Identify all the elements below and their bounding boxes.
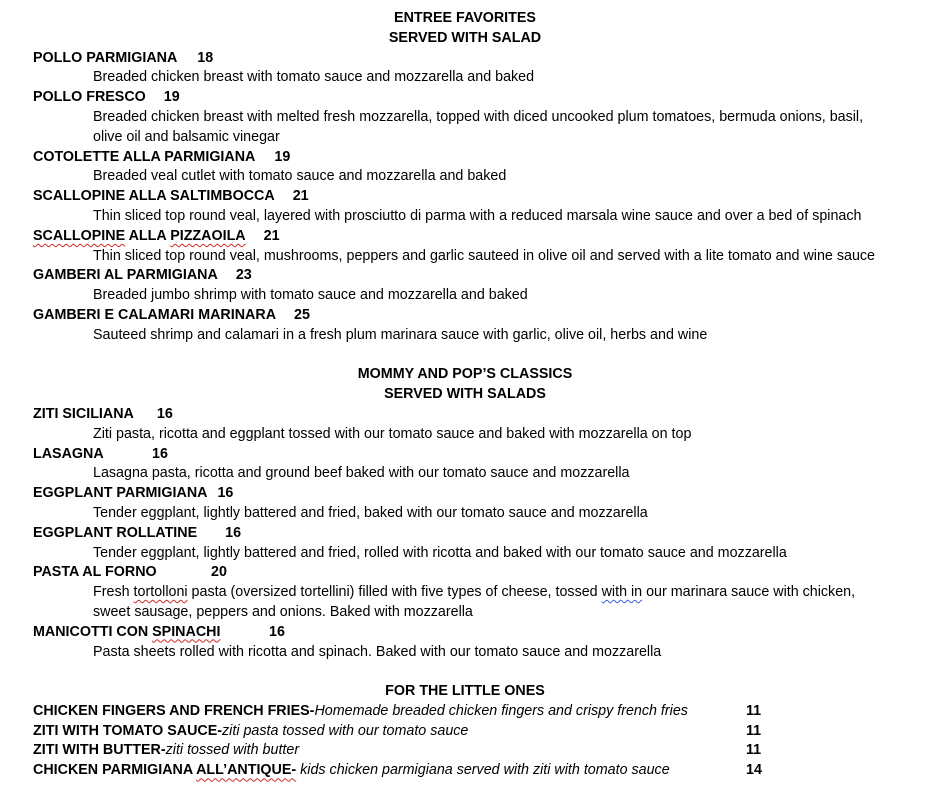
item-name-part: ALLA	[128, 227, 167, 244]
item-name: GAMBERI AL PARMIGIANA	[33, 267, 218, 284]
item-description-cont: sweet sausage, peppers and onions. Baked with mozzarella	[93, 603, 473, 620]
item-price: 16	[156, 405, 173, 422]
menu-item-gamberi-al-parmigiana	[33, 266, 928, 286]
item-name	[33, 623, 269, 643]
item-name: ZITI WITH BUTTER-	[33, 742, 166, 759]
item-price: 19	[274, 148, 291, 165]
menu-item-eggplant-parmigiana	[33, 484, 928, 504]
item-price: 20	[211, 564, 227, 581]
item-name: LASAGNA	[33, 445, 104, 462]
item-description: kids chicken parmigiana served with ziti with tomato sauce	[296, 762, 670, 779]
desc-part: tortolloni	[133, 584, 188, 601]
item-price: 16	[269, 623, 285, 640]
item-description: Ziti pasta, ricotta and eggplant tossed with our tomato sauce and baked with mozzarella on top	[93, 425, 692, 442]
item-description: Tender eggplant, lightly battered and fried, rolled with ricotta and baked with our tomato sauce and mozzarella	[93, 544, 787, 561]
item-description: Pasta sheets rolled with ricotta and spinach. Baked with our tomato sauce and mozzarella	[93, 643, 662, 660]
item-price: 11	[746, 702, 762, 719]
kids-item-chicken-fingers	[33, 702, 928, 722]
section-subheading-entree: SERVED WITH SALAD	[388, 29, 542, 46]
menu-item-cotolette-alla-parmigiana	[33, 148, 928, 168]
item-name: GAMBERI E CALAMARI MARINARA	[33, 306, 277, 323]
menu-page	[33, 9, 928, 781]
item-price: 25	[294, 306, 310, 323]
item-name: ZITI WITH TOMATO SAUCE-	[33, 722, 223, 739]
menu-item-lasagna	[33, 445, 928, 465]
desc-part: our marinara sauce with chicken,	[642, 584, 856, 601]
item-description: Breaded chicken breast with tomato sauce and mozzarella and baked	[93, 69, 535, 86]
item-name-part: CHICKEN PARMIGIANA	[33, 762, 197, 779]
menu-item-gamberi-e-calamari-marinara	[33, 306, 928, 326]
desc-part: pasta (oversized tortellini) filled with five types of cheese, tossed	[187, 584, 602, 601]
item-price: 18	[197, 49, 214, 66]
menu-item-pasta-al-forno	[33, 563, 928, 583]
item-name-part: MANICOTTI CON	[33, 623, 153, 640]
item-price: 14	[746, 762, 762, 779]
item-name: POLLO FRESCO	[33, 89, 146, 106]
item-description: Breaded veal cutlet with tomato sauce and mozzarella and baked	[93, 168, 507, 185]
item-name: EGGPLANT ROLLATINE	[33, 524, 198, 541]
menu-item-ziti-siciliana	[33, 405, 928, 425]
menu-item-eggplant-rollatine	[33, 524, 928, 544]
item-description: Breaded chicken breast with melted fresh mozzarella, topped with diced uncooked plum tomatoes, bermuda onions, basil,	[93, 108, 864, 125]
item-description-cont: olive oil and balsamic vinegar	[93, 128, 280, 145]
item-description: Tender eggplant, lightly battered and fried, baked with our tomato sauce and mozzarella	[93, 504, 648, 521]
item-description	[33, 583, 928, 603]
section-heading-classics: MOMMY AND POP’S CLASSICS	[357, 366, 573, 383]
section-heading-kids: FOR THE LITTLE ONES	[385, 683, 545, 700]
desc-part: Fresh	[93, 584, 134, 601]
item-description: Sauteed shrimp and calamari in a fresh plum marinara sauce with garlic, olive oil, herbs and wine	[93, 326, 708, 343]
item-description: Breaded jumbo shrimp with tomato sauce and mozzarella and baked	[93, 287, 528, 304]
item-name: COTOLETTE ALLA PARMIGIANA	[33, 148, 256, 165]
item-name: PASTA AL FORNO	[33, 564, 157, 581]
item-description: Homemade breaded chicken fingers and crispy french fries	[314, 702, 688, 719]
item-description: Thin sliced top round veal, layered with prosciutto di parma with a reduced marsala wine sauce and over a bed of spinach	[93, 207, 862, 224]
item-price: 23	[235, 267, 252, 284]
item-name: CHICKEN FINGERS AND FRENCH FRIES-	[33, 702, 315, 719]
section-gap	[33, 346, 928, 366]
desc-part: with in	[601, 584, 643, 601]
kids-item-ziti-tomato-sauce	[33, 722, 928, 742]
kids-item-ziti-butter	[33, 741, 928, 761]
item-price: 16	[217, 485, 234, 502]
section-subheading-classics: SERVED WITH SALADS	[384, 386, 546, 403]
menu-item-pollo-fresco	[33, 88, 928, 108]
item-name: POLLO PARMIGIANA	[33, 49, 178, 66]
item-name-part: PIZZAOILA	[170, 227, 246, 244]
item-description: Thin sliced top round veal, mushrooms, peppers and garlic sauteed in olive oil and served with a lite tomato and wine sauce	[93, 247, 876, 264]
section-heading-entree: ENTREE FAVORITES	[394, 10, 536, 26]
item-name-part: SCALLOPINE	[33, 227, 126, 244]
menu-item-scallopine-alla-saltimbocca	[33, 187, 928, 207]
item-price: 11	[746, 722, 762, 739]
item-name-part: SPINACHI	[152, 623, 221, 640]
item-description: Lasagna pasta, ricotta and ground beef baked with our tomato sauce and mozzarella	[93, 465, 630, 482]
item-price: 11	[746, 742, 762, 759]
menu-item-manicotti-con-spinachi	[33, 623, 928, 643]
section-gap	[33, 662, 928, 682]
item-description: ziti tossed with butter	[165, 742, 300, 759]
item-name-part: ALL’ANTIQUE-	[196, 762, 297, 779]
kids-item-chicken-parmigiana	[33, 761, 928, 781]
item-description: ziti pasta tossed with our tomato sauce	[222, 722, 469, 739]
item-name: ZITI SICILIANA	[33, 405, 134, 422]
item-name: SCALLOPINE ALLA SALTIMBOCCA	[33, 188, 275, 205]
item-price: 16	[225, 524, 242, 541]
menu-item-pollo-parmigiana	[33, 49, 928, 69]
item-price: 16	[152, 445, 168, 462]
item-price: 21	[263, 227, 280, 244]
item-price: 19	[163, 89, 180, 106]
item-name	[33, 227, 246, 247]
menu-item-scallopine-alla-pizzaoila	[33, 227, 928, 247]
item-name: EGGPLANT PARMIGIANA	[33, 485, 208, 502]
item-price: 21	[292, 188, 309, 205]
